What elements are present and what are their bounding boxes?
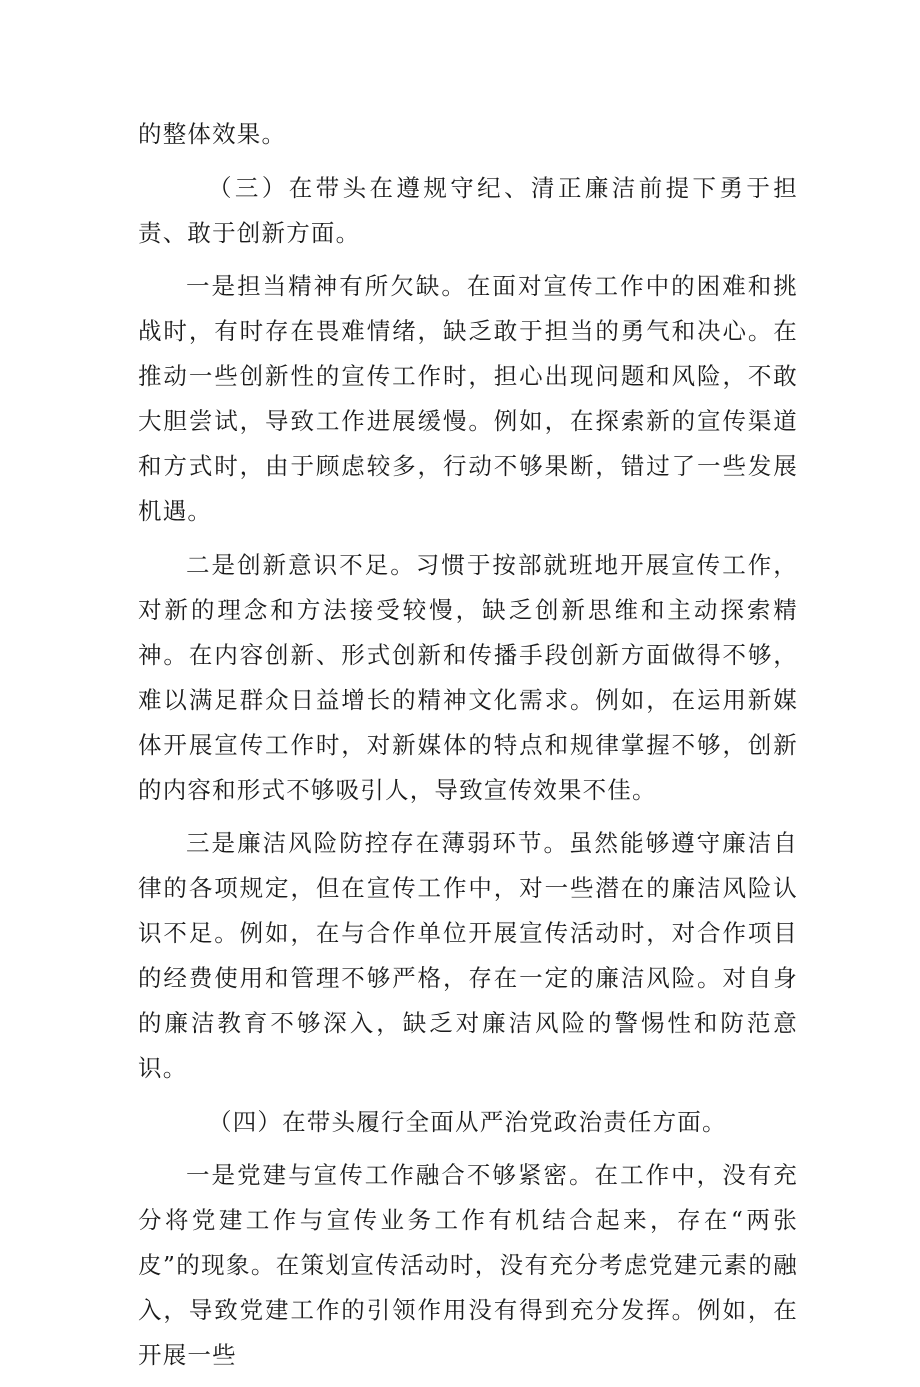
paragraph-responsibility: 一是担当精神有所欠缺。在面对宣传工作中的困难和挑战时，有时存在畏难情绪，缺乏敢于担当的勇气和决心。在推动一些创新性的宣传工作时，担心出现问题和风险，不敢大胆尝试，导致工作进展缓慢。例如，在探索新的宣传渠道和方式时，由于顾虑较多，行动不够果断，错过了一些发展机遇。 bbox=[138, 272, 798, 525]
paragraph-innovation: 二是创新意识不足。习惯于按部就班地开展宣传工作，对新的理念和方法接受较慢，缺乏创新思维和主动探索精神。在内容创新、形式创新和传播手段创新方面做得不够，难以满足群众日益增长的精神文化需求。例如，在运用新媒体开展宣传工作时，对新媒体的特点和规律掌握不够，创新的内容和形式不够吸引人，导致宣传效果不佳。 bbox=[138, 550, 798, 804]
section-heading-three: （三）在带头在遵规守纪、清正廉洁前提下勇于担责、敢于创新方面。 bbox=[138, 173, 798, 247]
document-body bbox=[138, 112, 798, 1387]
paragraph-integrity-risk: 三是廉洁风险防控存在薄弱环节。虽然能够遵守廉洁自律的各项规定，但在宣传工作中，对一些潜在的廉洁风险认识不足。例如，在与合作单位开展宣传活动时，对合作项目的经费使用和管理不够严格，存在一定的廉洁风险。对自身的廉洁教育不够深入，缺乏对廉洁风险的警惕性和防范意识。 bbox=[138, 829, 798, 1082]
paragraph-party-building: 一是党建与宣传工作融合不够紧密。在工作中，没有充分将党建工作与宣传业务工作有机结合起来，存在“两张皮”的现象。在策划宣传活动时，没有充分考虑党建元素的融入，导致党建工作的引领作用没有得到充分发挥。例如，在开展一些 bbox=[138, 1161, 798, 1369]
paragraph-continuation: 的整体效果。 bbox=[138, 120, 287, 148]
section-heading-four: （四）在带头履行全面从严治党政治责任方面。 bbox=[208, 1107, 727, 1136]
